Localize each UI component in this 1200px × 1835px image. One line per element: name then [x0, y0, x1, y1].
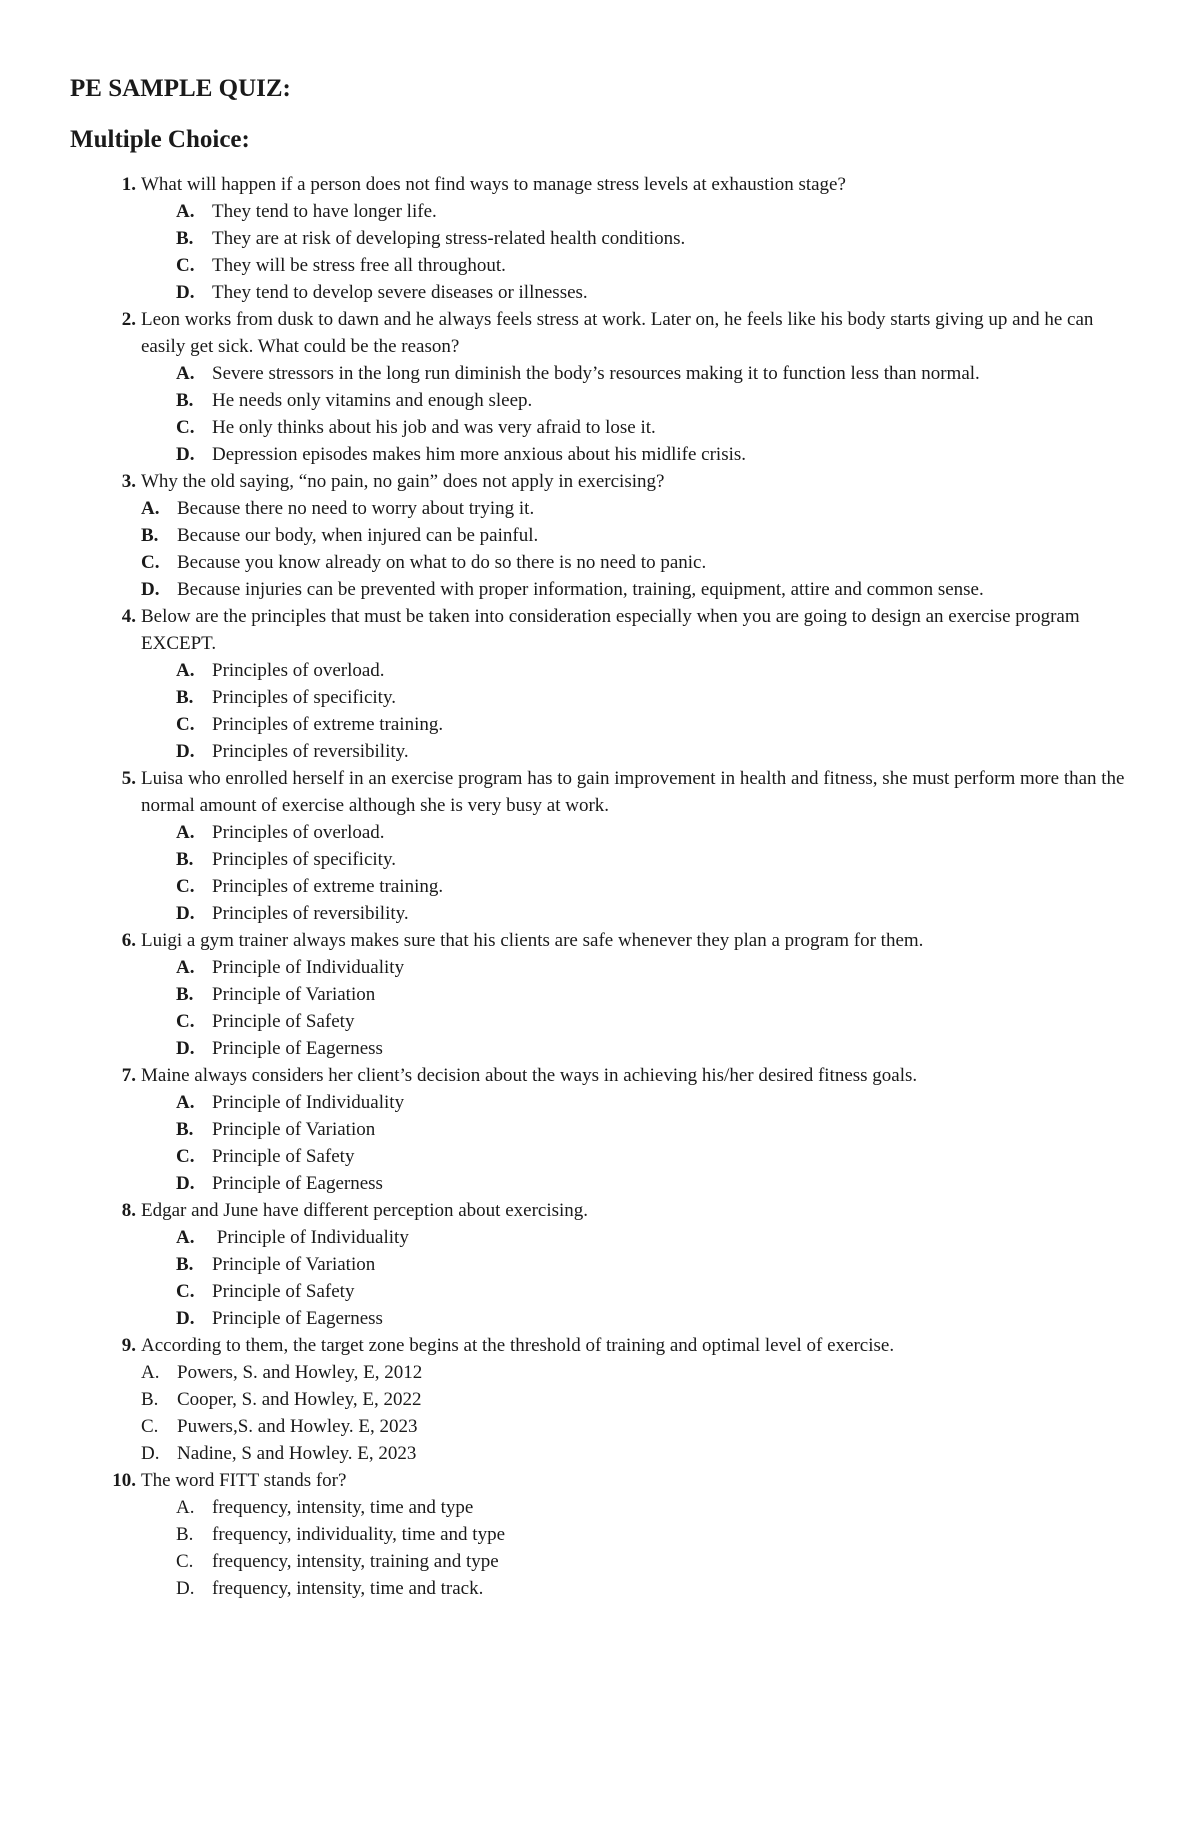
question-item: [0, 1062, 1200, 1197]
option-letter: B.: [176, 228, 194, 249]
option-letter: B.: [176, 687, 194, 708]
option-text: Cooper, S. and Howley, E, 2022: [177, 1389, 422, 1410]
answer-option: [141, 387, 1140, 414]
option-letter: A.: [176, 1227, 195, 1248]
answer-option: [141, 495, 1140, 522]
answer-option: [141, 1170, 1140, 1197]
question-item: [0, 468, 1200, 603]
answer-option: [141, 549, 1140, 576]
answer-option: [141, 414, 1140, 441]
option-text: Puwers,S. and Howley. E, 2023: [177, 1416, 418, 1437]
option-letter: A.: [176, 201, 195, 222]
answer-option: [141, 441, 1140, 468]
question-list: [0, 171, 1200, 1602]
question-item: [0, 1467, 1200, 1602]
option-letter: C.: [176, 1011, 195, 1032]
option-letter: B.: [176, 1119, 194, 1140]
option-text: Principle of Safety: [212, 1011, 355, 1032]
question-number: 4.: [121, 606, 136, 627]
option-letter: C.: [141, 1416, 159, 1437]
option-letter: C.: [176, 255, 195, 276]
option-text: Principles of specificity.: [212, 687, 396, 708]
answer-option: [141, 198, 1140, 225]
option-letter: A.: [141, 498, 160, 519]
answer-option: [141, 981, 1140, 1008]
answer-option: [141, 684, 1140, 711]
answer-option: [141, 1413, 1140, 1440]
option-text: Principle of Individuality: [212, 957, 405, 978]
option-text: They are at risk of developing stress-related health conditions.: [212, 228, 686, 249]
answer-option: [141, 1548, 1140, 1575]
question-text: Luisa who enrolled herself in an exercise program has to gain improvement in health and fitness, she must perform more than the normal amount of exercise although she is very busy at work.: [141, 768, 1125, 816]
answer-option: [141, 225, 1140, 252]
question-number: 6.: [121, 930, 136, 951]
answer-option: [141, 1575, 1140, 1602]
section-title: Multiple Choice:: [70, 126, 250, 153]
option-text: Principle of Individuality: [212, 1092, 405, 1113]
option-letter: D.: [176, 741, 195, 762]
option-text: Severe stressors in the long run diminish the body’s resources making it to function less than normal.: [212, 363, 980, 384]
answer-option: [141, 279, 1140, 306]
option-text: Powers, S. and Howley, E, 2012: [177, 1362, 423, 1383]
question-text: Maine always considers her client’s decision about the ways in achieving his/her desired fitness goals.: [141, 1065, 918, 1086]
answer-option: [141, 1224, 1140, 1251]
option-letter: C.: [176, 417, 195, 438]
option-letter: C.: [176, 1281, 195, 1302]
option-letter: B.: [141, 525, 159, 546]
option-letter: D.: [141, 1443, 160, 1464]
answer-option: [141, 1116, 1140, 1143]
option-text: They will be stress free all throughout.: [212, 255, 506, 276]
answer-option: [141, 846, 1140, 873]
question-text: Luigi a gym trainer always makes sure that his clients are safe whenever they plan a program for them.: [141, 930, 924, 951]
option-text: Principles of overload.: [212, 660, 385, 681]
option-letter: B.: [176, 1524, 194, 1545]
option-text: Principle of Safety: [212, 1281, 355, 1302]
question-text: Leon works from dusk to dawn and he always feels stress at work. Later on, he feels like his body starts giving up and he can easily get sick. What could be the reason?: [141, 309, 1094, 357]
option-text: frequency, intensity, time and track.: [212, 1578, 484, 1599]
answer-option: [141, 1494, 1140, 1521]
answer-option: [141, 360, 1140, 387]
question-text: Edgar and June have different perception about exercising.: [141, 1200, 589, 1221]
option-letter: C.: [176, 1146, 195, 1167]
answer-option: [141, 1359, 1140, 1386]
option-text: Principle of Variation: [212, 1119, 376, 1140]
question-item: [0, 306, 1200, 468]
question-item: [0, 1332, 1200, 1467]
question-item: [0, 765, 1200, 927]
option-text: Principles of extreme training.: [212, 876, 444, 897]
option-letter: A.: [176, 957, 195, 978]
answer-option: [141, 1440, 1140, 1467]
option-text: Principles of specificity.: [212, 849, 396, 870]
answer-option: [141, 1278, 1140, 1305]
answer-option: [141, 873, 1140, 900]
question-item: [0, 603, 1200, 765]
option-letter: A.: [176, 822, 195, 843]
answer-option: [141, 576, 1140, 603]
option-text: Because you know already on what to do so there is no need to panic.: [177, 552, 707, 573]
option-letter: D.: [176, 1173, 195, 1194]
option-text: Principles of extreme training.: [212, 714, 444, 735]
option-text: Principle of Variation: [212, 984, 376, 1005]
option-text: Principles of reversibility.: [212, 741, 409, 762]
option-text: Because our body, when injured can be painful.: [177, 525, 539, 546]
question-text: Why the old saying, “no pain, no gain” does not apply in exercising?: [141, 471, 665, 492]
question-text: Below are the principles that must be taken into consideration especially when you are going to design an exercise program EXCEPT.: [141, 606, 1080, 654]
option-letter: D.: [176, 1038, 195, 1059]
option-letter: C.: [176, 1551, 194, 1572]
option-letter: B.: [176, 849, 194, 870]
option-text: Principles of overload.: [212, 822, 385, 843]
option-text: Principle of Eagerness: [212, 1038, 383, 1059]
option-letter: D.: [176, 903, 195, 924]
answer-option: [141, 954, 1140, 981]
option-letter: C.: [176, 714, 195, 735]
answer-option: [141, 657, 1140, 684]
option-letter: C.: [176, 876, 195, 897]
question-number: 1.: [121, 174, 136, 195]
option-letter: D.: [141, 579, 160, 600]
option-text: Principle of Safety: [212, 1146, 355, 1167]
option-letter: B.: [176, 984, 194, 1005]
option-letter: D.: [176, 282, 195, 303]
answer-option: [141, 1305, 1140, 1332]
question-number: 9.: [121, 1335, 136, 1356]
question-item: [0, 171, 1200, 306]
option-text: Principle of Eagerness: [212, 1308, 383, 1329]
option-text: frequency, intensity, time and type: [212, 1497, 474, 1518]
question-number: 2.: [121, 309, 136, 330]
answer-option: [141, 252, 1140, 279]
answer-option: [141, 819, 1140, 846]
question-item: [0, 927, 1200, 1062]
option-text: They tend to develop severe diseases or illnesses.: [212, 282, 588, 303]
question-number: 7.: [121, 1065, 136, 1086]
answer-option: [141, 711, 1140, 738]
question-number: 5.: [121, 768, 136, 789]
answer-option: [141, 900, 1140, 927]
option-text: Because injuries can be prevented with proper information, training, equipment, attire and common sense.: [177, 579, 984, 600]
option-text: Nadine, S and Howley. E, 2023: [177, 1443, 417, 1464]
answer-option: [141, 1035, 1140, 1062]
question-number: 10.: [112, 1470, 136, 1491]
option-text: They tend to have longer life.: [212, 201, 437, 222]
option-letter: A.: [176, 1092, 195, 1113]
page-title: PE SAMPLE QUIZ:: [70, 75, 291, 102]
option-text: Depression episodes makes him more anxious about his midlife crisis.: [212, 444, 747, 465]
answer-option: [141, 1089, 1140, 1116]
question-text: According to them, the target zone begins at the threshold of training and optimal level of exercise.: [141, 1335, 895, 1356]
answer-option: [141, 522, 1140, 549]
answer-option: [141, 1251, 1140, 1278]
option-text: Because there no need to worry about trying it.: [177, 498, 535, 519]
option-letter: A.: [176, 660, 195, 681]
question-item: [0, 1197, 1200, 1332]
option-letter: B.: [176, 1254, 194, 1275]
question-number: 8.: [121, 1200, 136, 1221]
option-letter: D.: [176, 444, 195, 465]
option-letter: A.: [176, 363, 195, 384]
answer-option: [141, 1386, 1140, 1413]
option-text: He only thinks about his job and was very afraid to lose it.: [212, 417, 656, 438]
question-number: 3.: [121, 471, 136, 492]
option-letter: A.: [141, 1362, 160, 1383]
option-text: Principle of Variation: [212, 1254, 376, 1275]
answer-option: [141, 1008, 1140, 1035]
option-text: frequency, individuality, time and type: [212, 1524, 506, 1545]
option-text: Principle of Individuality: [212, 1227, 409, 1248]
option-letter: C.: [141, 552, 160, 573]
answer-option: [141, 1521, 1140, 1548]
option-letter: B.: [141, 1389, 159, 1410]
question-text: The word FITT stands for?: [141, 1470, 347, 1491]
option-text: He needs only vitamins and enough sleep.: [212, 390, 533, 411]
option-letter: D.: [176, 1578, 195, 1599]
option-text: Principles of reversibility.: [212, 903, 409, 924]
answer-option: [141, 738, 1140, 765]
question-text: What will happen if a person does not find ways to manage stress levels at exhaustion stage?: [141, 174, 846, 195]
option-letter: D.: [176, 1308, 195, 1329]
option-letter: B.: [176, 390, 194, 411]
option-text: frequency, intensity, training and type: [212, 1551, 499, 1572]
answer-option: [141, 1143, 1140, 1170]
option-text: Principle of Eagerness: [212, 1173, 383, 1194]
option-letter: A.: [176, 1497, 195, 1518]
